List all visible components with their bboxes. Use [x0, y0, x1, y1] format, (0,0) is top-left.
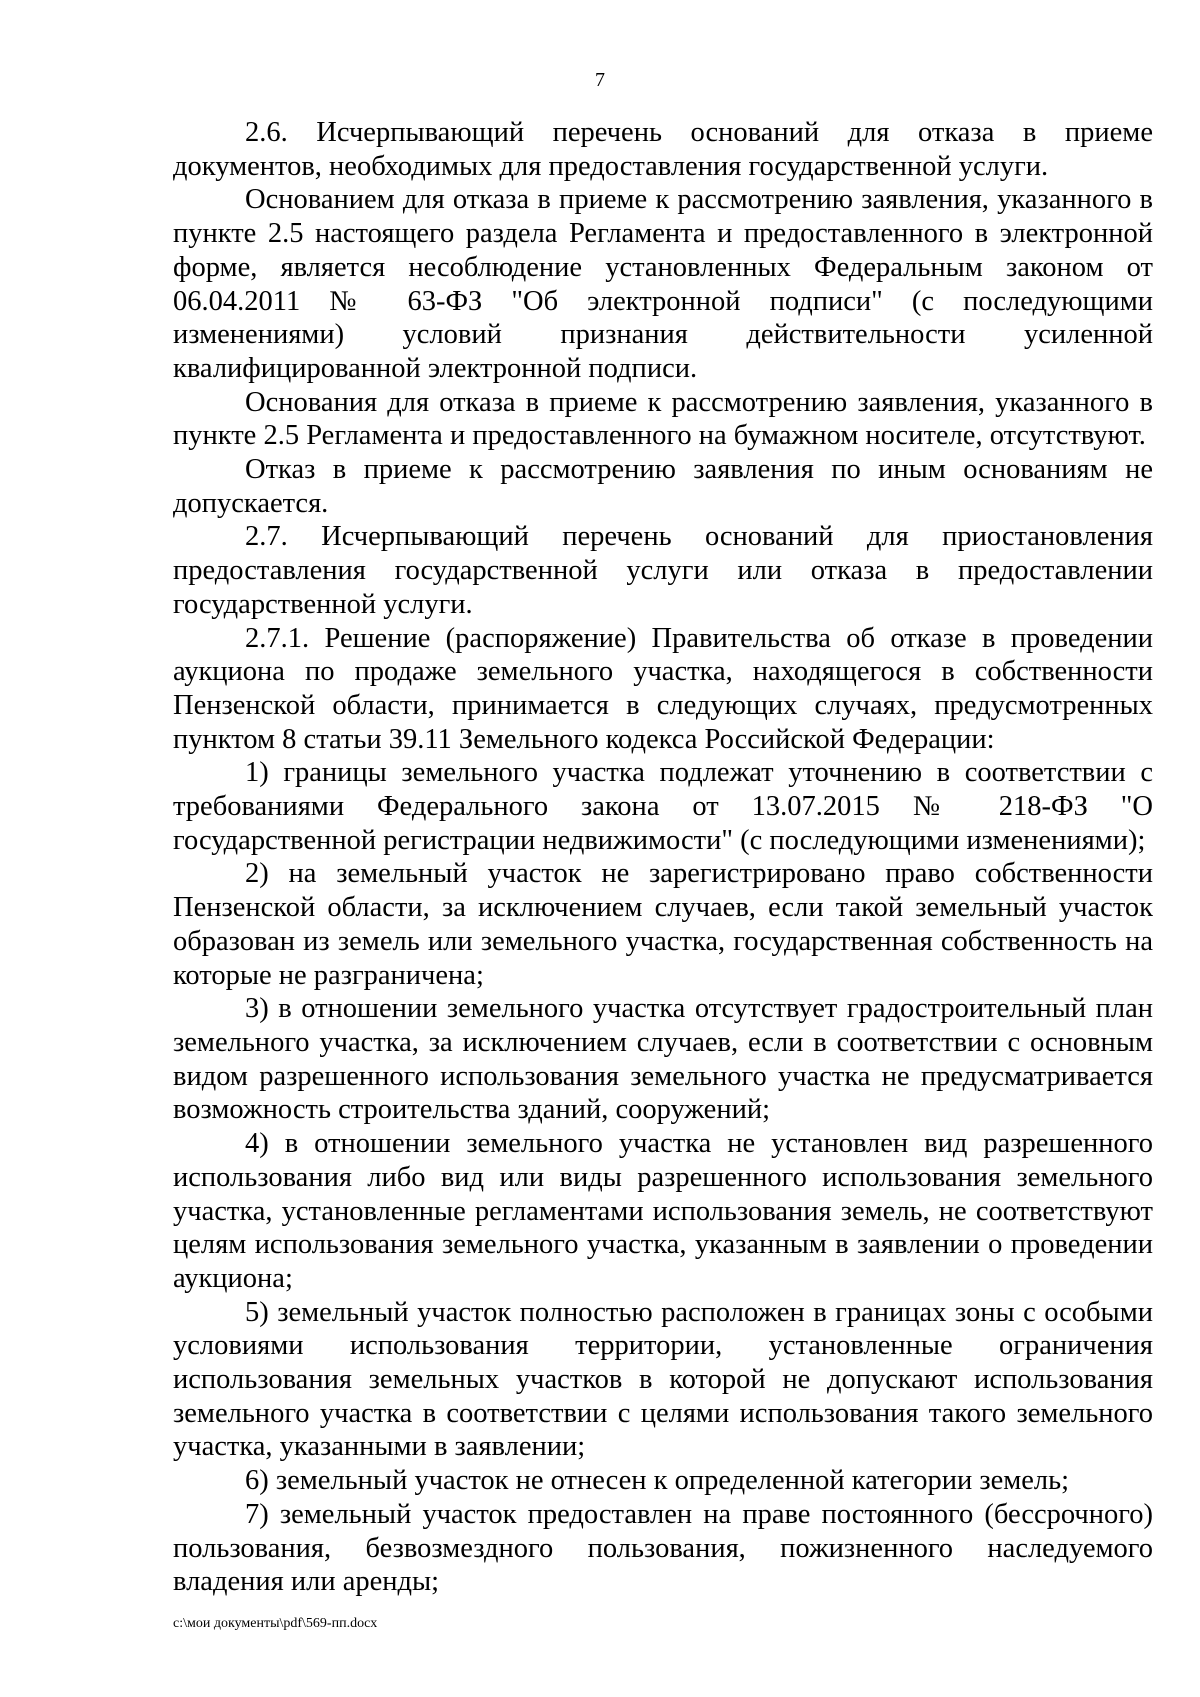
page-number: 7 [595, 69, 605, 91]
list-item-6: 6) земельный участок не отнесен к определенной категории земель; [245, 1465, 1070, 1497]
paragraph-2-7-1: 2.7.1. Решение (распоряжение) Правительства об отказе в проведении аукциона по продаже земельного участка, находящегося в собственности Пензенской области, принимается в следующих случаях, предусмотренных пунктом 8 статьи 39.11 Земельного кодекса Российской Федерации: [173, 622, 1153, 755]
paragraph-paper-grounds: Основания для отказа в приеме к рассмотрению заявления, указанного в пункте 2.5 Регламента и предоставленного на бумажном носителе, отсутствуют. [173, 386, 1153, 452]
list-item-1: 1) границы земельного участка подлежат уточнению в соответствии с требованиями Федерального закона от 13.07.2015 № 218-ФЗ "О государственной регистрации недвижимости" (с последующими изменениями); [173, 757, 1153, 856]
paragraph-2-6: 2.6. Исчерпывающий перечень оснований для отказа в приеме документов, необходимых для предоставления государственной услуги. [173, 117, 1153, 182]
list-item-3: 3) в отношении земельного участка отсутствует градостроительный план земельного участка, за исключением случаев, если в соответствии с основным видом разрешенного использования земельного участка не предусматривается возможность строительства зданий, сооружений; [173, 993, 1153, 1126]
list-item-5: 5) земельный участок полностью расположен в границах зоны с особыми условиями использования территории, установленные ограничения использования земельных участков в которой не допускают использования земельного участка в соответствии с целями использования такого земельного участка, указанными в заявлении; [173, 1296, 1153, 1463]
footer-file-path: c:\мои документы\pdf\569-пп.docx [173, 1616, 378, 1631]
list-item-7: 7) земельный участок предоставлен на праве постоянного (бессрочного) пользования, безвозмездного пользования, пожизненного наследуемого владения или аренды; [173, 1498, 1153, 1598]
list-item-4: 4) в отношении земельного участка не установлен вид разрешенного использования либо вид или виды разрешенного использования земельного участка, установленные регламентами использования земель, не соответствуют целям использования земельного участка, указанным в заявлении о проведении аукциона; [173, 1128, 1153, 1294]
paragraph-other-grounds: Отказ в приеме к рассмотрению заявления по иным основаниям не допускается. [173, 454, 1153, 519]
paragraph-electronic-grounds: Основанием для отказа в приеме к рассмотрению заявления, указанного в пункте 2.5 настоящего раздела Регламента и предоставленного в электронной форме, является несоблюдение установленных Федеральным законом от 06.04.2011 № 63-ФЗ "Об электронной подписи" (с последующими изменениями) условий признания действительности усиленной квалифицированной электронной подписи. [173, 184, 1153, 384]
document-body [173, 116, 1153, 1599]
paragraph-2-7: 2.7. Исчерпывающий перечень оснований для приостановления предоставления государственной услуги или отказа в предоставлении государственной услуги. [173, 521, 1153, 620]
list-item-2: 2) на земельный участок не зарегистрировано право собственности Пензенской области, за исключением случаев, если такой земельный участок образован из земель или земельного участка, государственная собственность на которые не разграничена; [173, 858, 1153, 991]
